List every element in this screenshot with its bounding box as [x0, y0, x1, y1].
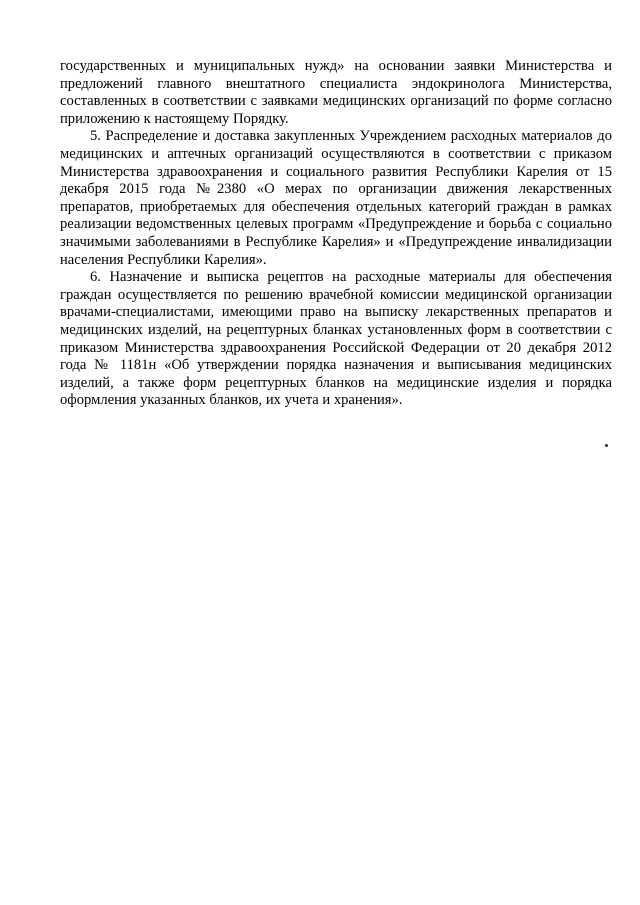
scan-speck — [605, 444, 608, 447]
paragraph-item-6: 6. Назначение и выписка рецептов на расходные материалы для обеспечения граждан осуществляется по решению врачебной комиссии медицинской организации врачами-специалистами, имеющими право на выписку лекарственных препаратов и медицинских изделий, на рецептурных бланках установленных форм в соответствии с приказом Министерства здравоохранения Российской Федерации от 20 декабря 2012 года № 1181н «Об утверждении порядка назначения и выписывания медицинских изделий, а также форм рецептурных бланков на медицинские изделия и порядка оформления указанных бланков, их учета и хранения». — [60, 269, 612, 409]
paragraph-continuation: государственных и муниципальных нужд» на основании заявки Министерства и предложений главного внештатного специалиста эндокринолога Министерства, составленных в соответствии с заявками медицинских организаций по форме согласно приложению к настоящему Порядку. — [60, 58, 612, 127]
document-body — [60, 58, 612, 410]
paragraph-item-5: 5. Распределение и доставка закупленных Учреждением расходных материалов до медицинских и аптечных организаций осуществляются в соответствии с приказом Министерства здравоохранения и социального развития Республики Карелия от 15 декабря 2015 года №2380 «О мерах по организации движения лекарственных препаратов, приобретаемых для обеспечения отдельных категорий граждан в рамках реализации ведомственных целевых программ «Предупреждение и борьба с социально значимыми заболеваниями в Республике Карелия» и «Предупреждение инвалидизации населения Республики Карелия». — [60, 128, 612, 268]
